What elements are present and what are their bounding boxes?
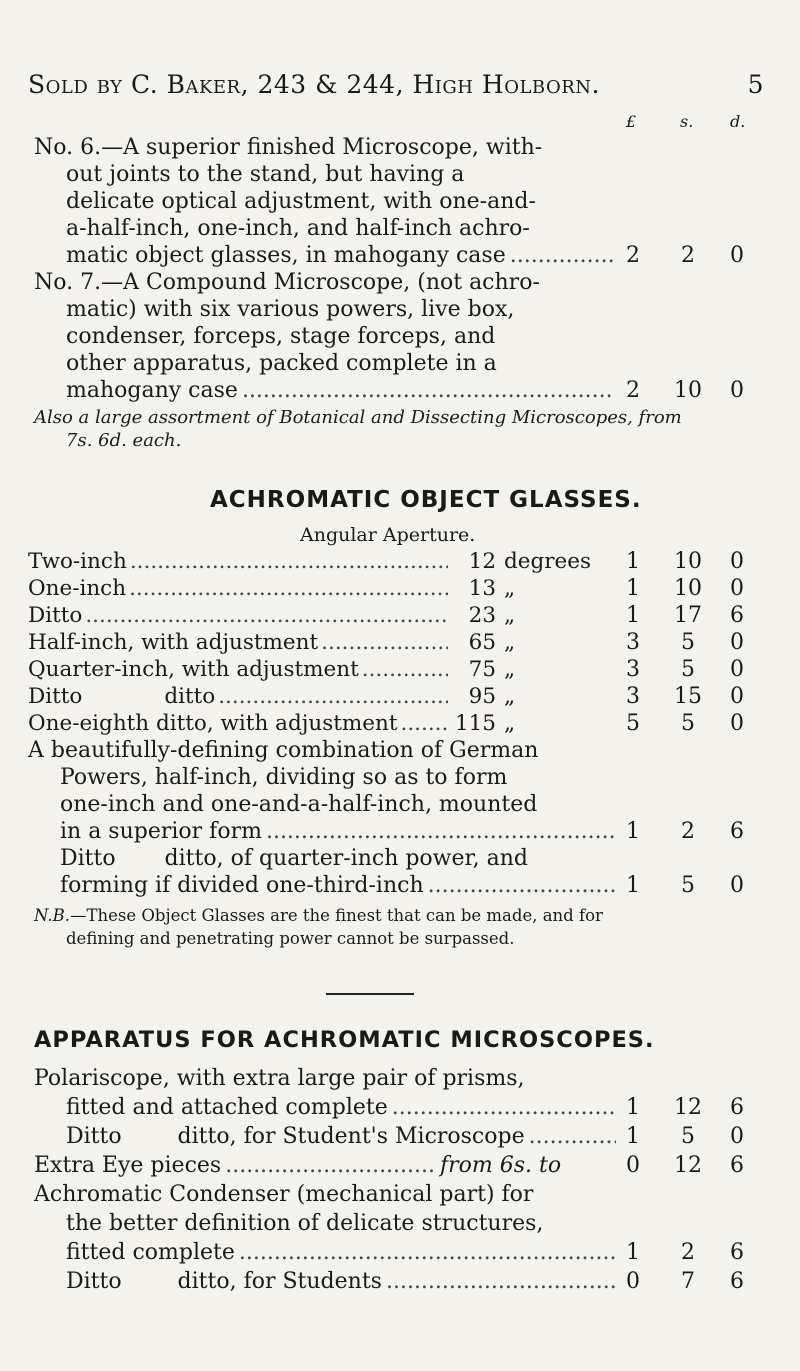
condenser-ditto-line: Ditto ditto, for Students .....: [66, 1269, 616, 1294]
combination-ditto-price-pounds: 1: [626, 873, 640, 898]
object-glass-row: [28, 684, 628, 710]
pence-column-head: d.: [730, 112, 746, 131]
object-glass-price-pounds: 5: [626, 711, 640, 736]
condenser-line-2: the better definition of delicate structures,: [66, 1211, 544, 1236]
object-glass-unit: „: [504, 603, 516, 628]
no6-price-pounds: 2: [626, 243, 640, 268]
combination-ditto-line-1: Ditto ditto, of quarter-inch power, and: [60, 846, 528, 871]
combination-ditto-line-2: forming if divided one-third-inch .....: [60, 873, 616, 898]
object-glass-name: Two-inch .....: [28, 549, 448, 574]
object-glass-unit: „: [504, 711, 516, 736]
object-glass-row: [28, 630, 628, 656]
pounds-column-head: £: [626, 112, 637, 131]
eye-pieces-price-shillings: 12: [674, 1153, 702, 1178]
nb-note-line-2: defining and penetrating power cannot be surpassed.: [66, 929, 515, 948]
combination-line-3: one-inch and one-and-a-half-inch, mounted: [60, 792, 538, 817]
no6-line-2: out joints to the stand, but having a: [66, 162, 465, 187]
no7-line-5: mahogany case .....: [66, 378, 614, 403]
no7-price-pounds: 2: [626, 378, 640, 403]
object-glass-price-pence: 0: [730, 711, 744, 736]
object-glass-unit: „: [504, 657, 516, 682]
object-glass-unit: degrees: [504, 549, 592, 574]
page-number: 5: [747, 70, 764, 99]
object-glass-price-pounds: 3: [626, 630, 640, 655]
object-glass-row: [28, 549, 628, 575]
object-glass-price-pounds: 3: [626, 657, 640, 682]
polariscope-price-pounds: 1: [626, 1095, 640, 1120]
no7-line-3: condenser, forceps, stage forceps, and: [66, 324, 496, 349]
object-glass-price-shillings: 10: [674, 576, 702, 601]
object-glass-price-pounds: 1: [626, 576, 640, 601]
combination-line-4: in a superior form .....: [60, 819, 616, 844]
eye-pieces-price-pence: 6: [730, 1153, 744, 1178]
object-glass-price-shillings: 5: [681, 630, 695, 655]
no7-line-1: No. 7.—A Compound Microscope, (not achro-: [34, 270, 540, 295]
no7-price-shillings: 10: [674, 378, 702, 403]
combination-ditto-price-pence: 0: [730, 873, 744, 898]
object-glass-price-shillings: 5: [681, 657, 695, 682]
object-glass-unit: „: [504, 576, 516, 601]
eye-pieces-price-pounds: 0: [626, 1153, 640, 1178]
no6-line-5: matic object glasses, in mahogany case .....: [66, 243, 614, 268]
object-glass-price-pence: 0: [730, 657, 744, 682]
eye-pieces-range: from 6s. to: [440, 1153, 562, 1178]
object-glass-degrees: 65: [448, 630, 496, 655]
object-glass-degrees: 12: [448, 549, 496, 574]
no6-line-4: a-half-inch, one-inch, and half-inch achro-: [66, 216, 530, 241]
running-head: [28, 70, 764, 99]
object-glass-name: Quarter-inch, with adjustment .....: [28, 657, 448, 682]
polariscope-price-shillings: 12: [674, 1095, 702, 1120]
condenser-ditto-price-pounds: 0: [626, 1269, 640, 1294]
polariscope-ditto-price-pence: 0: [730, 1124, 744, 1149]
apparatus-title: APPARATUS FOR ACHROMATIC MICROSCOPES.: [34, 1027, 655, 1053]
combination-line-2: Powers, half-inch, dividing so as to form: [60, 765, 508, 790]
object-glass-price-shillings: 5: [681, 711, 695, 736]
object-glass-degrees: 13: [448, 576, 496, 601]
no7-price-pence: 0: [730, 378, 744, 403]
object-glass-price-pence: 0: [730, 630, 744, 655]
polariscope-ditto-price-pounds: 1: [626, 1124, 640, 1149]
no7-line-4: other apparatus, packed complete in a: [66, 351, 497, 376]
combination-ditto-price-shillings: 5: [681, 873, 695, 898]
angular-aperture-heading: Angular Aperture.: [300, 524, 476, 546]
object-glass-price-shillings: 15: [674, 684, 702, 709]
object-glass-unit: „: [504, 630, 516, 655]
condenser-price-pence: 6: [730, 1240, 744, 1265]
object-glass-name: Half-inch, with adjustment .....: [28, 630, 448, 655]
object-glass-row: [28, 603, 628, 629]
no6-price-pence: 0: [730, 243, 744, 268]
object-glass-row: [28, 711, 628, 737]
polariscope-ditto-price-shillings: 5: [681, 1124, 695, 1149]
object-glass-name: Ditto ditto .....: [28, 684, 448, 709]
object-glass-price-shillings: 10: [674, 549, 702, 574]
combination-price-pounds: 1: [626, 819, 640, 844]
object-glass-price-pence: 0: [730, 549, 744, 574]
condenser-ditto-price-pence: 6: [730, 1269, 744, 1294]
also-note-line-1: Also a large assortment of Botanical and Dissecting Microscopes, from: [34, 407, 682, 428]
no6-price-shillings: 2: [681, 243, 695, 268]
also-note-line-2: 7s. 6d. each.: [66, 430, 182, 451]
object-glass-price-pounds: 3: [626, 684, 640, 709]
object-glass-price-pence: 0: [730, 684, 744, 709]
object-glass-price-shillings: 17: [674, 603, 702, 628]
object-glass-name: One-inch .....: [28, 576, 448, 601]
condenser-line-3: fitted complete .....: [66, 1240, 616, 1265]
condenser-ditto-price-shillings: 7: [681, 1269, 695, 1294]
eye-pieces-line: Extra Eye pieces .....: [34, 1153, 434, 1178]
combination-price-pence: 6: [730, 819, 744, 844]
object-glass-price-pence: 6: [730, 603, 744, 628]
object-glass-price-pounds: 1: [626, 549, 640, 574]
polariscope-line-1: Polariscope, with extra large pair of prisms,: [34, 1066, 525, 1091]
object-glass-price-pounds: 1: [626, 603, 640, 628]
condenser-price-pounds: 1: [626, 1240, 640, 1265]
shillings-column-head: s.: [680, 112, 694, 131]
condenser-price-shillings: 2: [681, 1240, 695, 1265]
polariscope-line-2: fitted and attached complete .....: [66, 1095, 616, 1120]
object-glass-row: [28, 576, 628, 602]
object-glass-row: [28, 657, 628, 683]
object-glass-name: Ditto .....: [28, 603, 448, 628]
object-glass-name: One-eighth ditto, with adjustment .....: [28, 711, 448, 736]
no6-line-1: No. 6.—A superior finished Microscope, with-: [34, 135, 543, 160]
no6-line-3: delicate optical adjustment, with one-and-: [66, 189, 536, 214]
polariscope-price-pence: 6: [730, 1095, 744, 1120]
condenser-line-1: Achromatic Condenser (mechanical part) for: [34, 1182, 534, 1207]
no7-line-2: matic) with six various powers, live box,: [66, 297, 515, 322]
section-divider: [326, 993, 414, 995]
polariscope-ditto-line: Ditto ditto, for Student's Microscope .....: [66, 1124, 616, 1149]
nb-label: N.B.: [34, 906, 70, 925]
object-glass-price-pence: 0: [730, 576, 744, 601]
object-glass-degrees: 115: [448, 711, 496, 736]
object-glass-unit: „: [504, 684, 516, 709]
combination-price-shillings: 2: [681, 819, 695, 844]
nb-note-line-1: N.B.—These Object Glasses are the finest that can be made, and for: [34, 906, 603, 925]
object-glass-degrees: 95: [448, 684, 496, 709]
object-glass-degrees: 75: [448, 657, 496, 682]
running-title: Sold by C. Baker, 243 & 244, High Holborn.: [28, 70, 600, 99]
object-glass-degrees: 23: [448, 603, 496, 628]
object-glasses-title: ACHROMATIC OBJECT GLASSES.: [210, 487, 642, 513]
combination-line-1: A beautifully-defining combination of German: [28, 738, 539, 763]
